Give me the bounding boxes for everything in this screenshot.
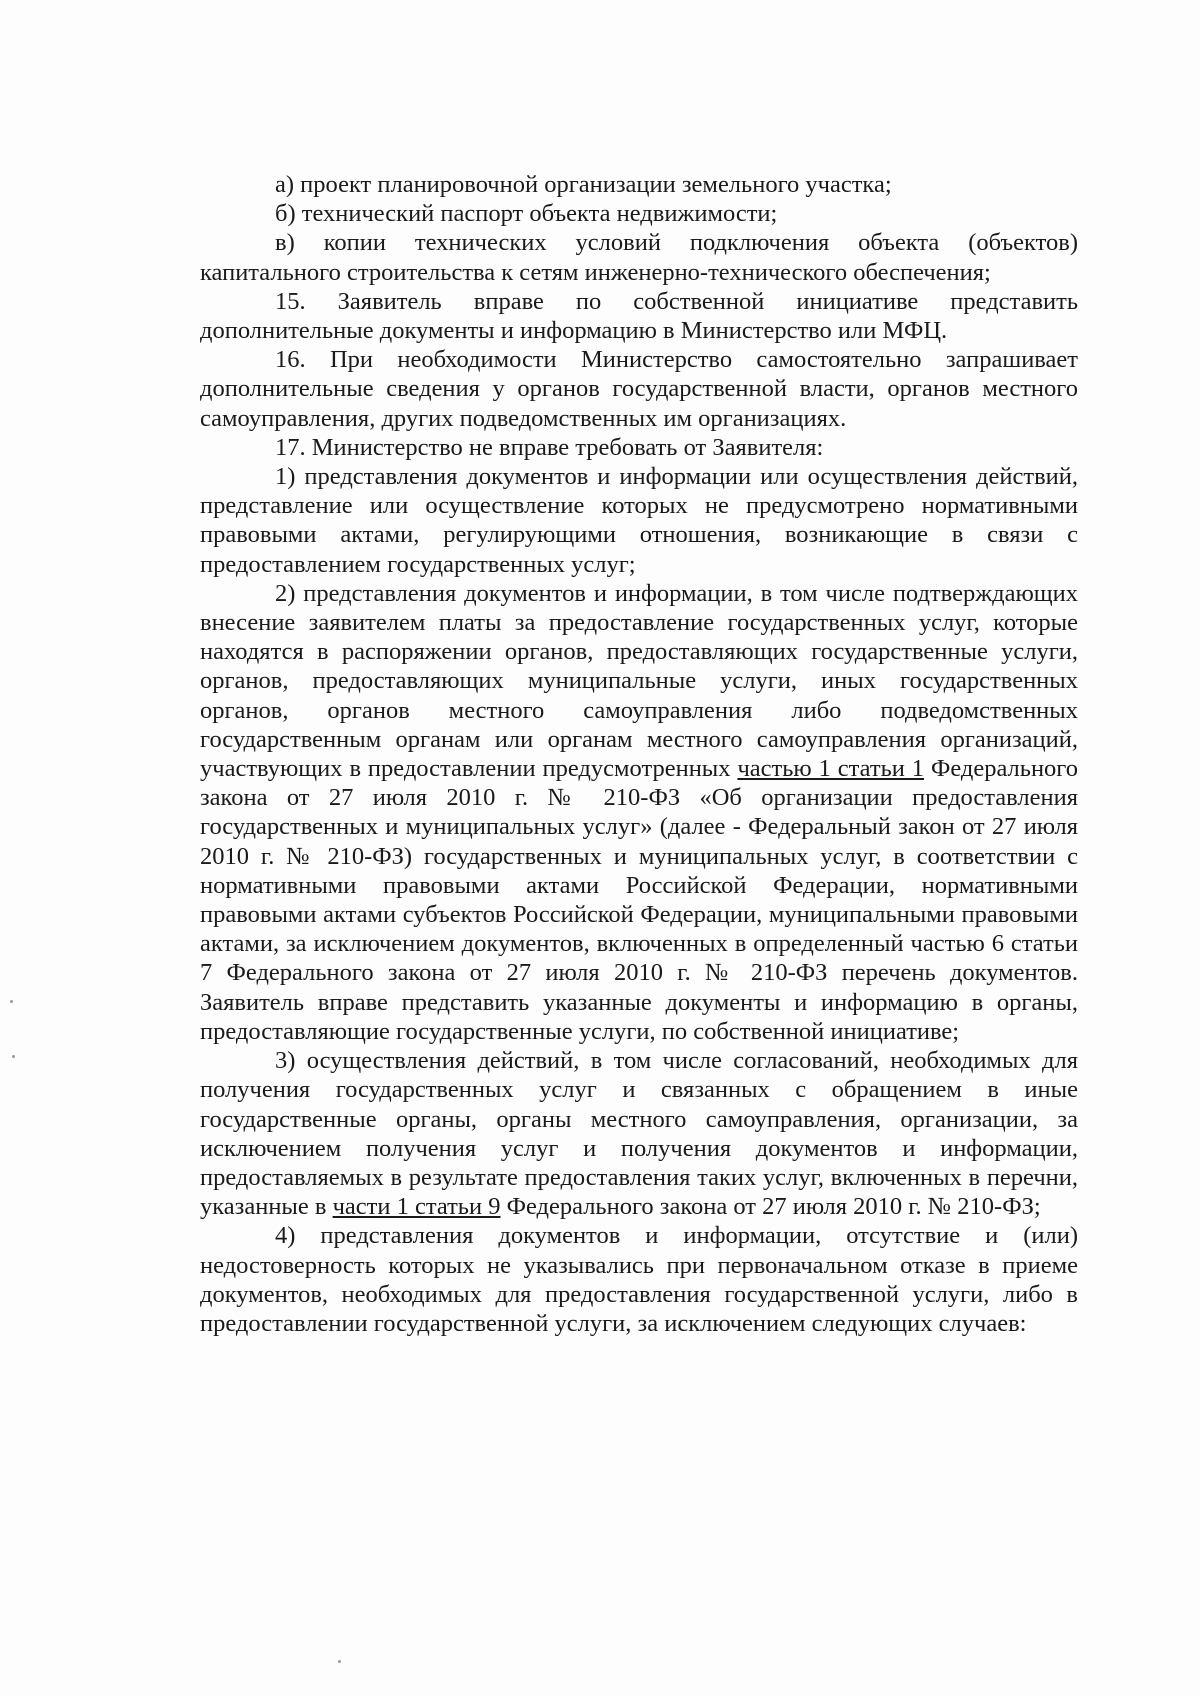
law-reference-link-article-9[interactable]: части 1 статьи 9 bbox=[332, 1193, 501, 1221]
paragraph-17-2-text-after: Федерального закона от 27 июля 2010 г. № 210-ФЗ «Об организации предоставления государственных и муниципальных услуг» (далее - Федеральный закон от 27 июля 2010 г. № 210-ФЗ) государственных и муниципальных услуг, в соответствии с нормативными правовыми актами Российской Федерации, нормативными правовыми актами субъектов Российской Федерации, муниципальными правовыми актами, за исключением документов, включенных в определенный частью 6 статьи 7 Федерального закона от 27 июля 2010 г. № 210-ФЗ перечень документов. Заявитель вправе представить указанные документы и информацию в органы, предоставляющие государственные услуги, по собственной инициативе; bbox=[200, 755, 1078, 1045]
paragraph-15: 15. Заявитель вправе по собственной инициативе представить дополнительные документы и информацию в Министерство или МФЦ. bbox=[200, 287, 1078, 345]
paragraph-17-1: 1) представления документов и информации или осуществления действий, представление или осуществление которых не предусмотрено нормативными правовыми актами, регулирующими отношения, возникающие в связи с предоставлением государственных услуг; bbox=[200, 463, 1078, 578]
paragraph-item-a: а) проект планировочной организации земельного участка; bbox=[275, 171, 892, 198]
scan-speck bbox=[338, 1660, 341, 1663]
scan-speck bbox=[10, 1000, 13, 1003]
paragraph-17-4: 4) представления документов и информации, отсутствие и (или) недостоверность которых не указывались при первоначальном отказе в приеме документов, необходимых для предоставления государственной услуги, либо в предоставлении государственной услуги, за исключением следующих случаев: bbox=[200, 1222, 1078, 1337]
paragraph-17-2 bbox=[200, 579, 1078, 1046]
document-body bbox=[200, 170, 1078, 1338]
paragraph-17-3 bbox=[200, 1046, 1078, 1221]
paragraph-17-3-text-after: Федерального закона от 27 июля 2010 г. № 210-ФЗ; bbox=[500, 1193, 1041, 1221]
paragraph-16: 16. При необходимости Министерство самостоятельно запрашивает дополнительные сведения у органов государственной власти, органов местного самоуправления, других подведомственных им организациях. bbox=[200, 346, 1078, 432]
law-reference-link-article-1[interactable]: частью 1 статьи 1 bbox=[737, 755, 925, 783]
paragraph-17: 17. Министерство не вправе требовать от Заявителя: bbox=[275, 433, 824, 461]
paragraph-item-b: б) технический паспорт объекта недвижимости; bbox=[275, 200, 778, 228]
paragraph-17-2-text-before: 2) представления документов и информации, в том числе подтверждающих внесение заявителем платы за предоставление государственных услуг, которые находятся в распоряжении органов, предоставляющих государственные услуги, органов, предоставляющих муниципальные услуги, иных государственных органов, органов местного самоуправления либо подведомственных государственным органам или органам местного самоуправления организаций, участвующих в предоставлении предусмотренных bbox=[200, 579, 1078, 783]
paragraph-item-v: в) копии технических условий подключения объекта (объектов) капитального строительства к сетям инженерно-технического обеспечения; bbox=[200, 229, 1078, 286]
paragraph-17-3-text-before: 3) осуществления действий, в том числе согласований, необходимых для получения государственных услуг и связанных с обращением в иные государственные органы, органы местного самоуправления, организации, за исключением получения услуг и получения документов и информации, предоставляемых в результате предоставления таких услуг, включенных в перечни, указанные в bbox=[200, 1047, 1078, 1221]
scan-speck bbox=[12, 1055, 15, 1058]
